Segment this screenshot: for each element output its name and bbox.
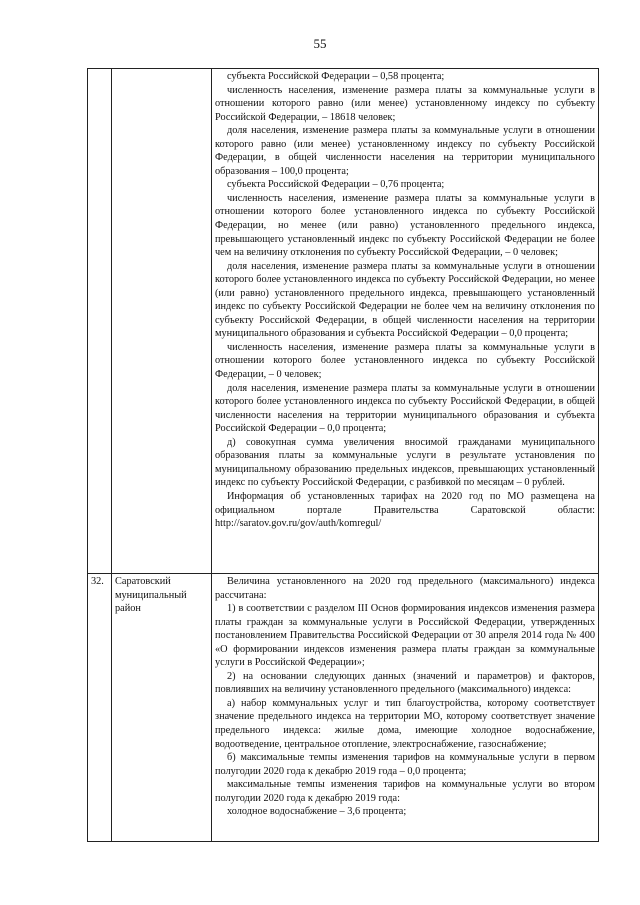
paragraph: доля населения, изменение размера платы за коммунальные услуги в отношении которого более установленного индекса по субъекту Российской Федерации, но менее (или равно) установленного предельного индекса, превышающего установленный индекс по субъекту Российской Федерации не более чем на величину отклонения по субъекту Российской Федерации, в общей численности населения на территории муниципального образования и субъекта Российской Федерации – 0,0 процента; (215, 260, 595, 340)
description-cell (212, 574, 599, 842)
paragraph: 2) на основании следующих данных (значений и параметров) и факторов, повлиявших на величину установленного предельного (максимального) индекса: (215, 670, 595, 696)
page-number: 55 (313, 36, 327, 51)
paragraph: численность населения, изменение размера платы за коммунальные услуги в отношении которого равно (или менее) установленному индексу по субъекту Российской Федерации, – 18618 человек; (215, 84, 595, 123)
paragraph: численность населения, изменение размера платы за коммунальные услуги в отношении которого более установленного индекса по субъекту Российской Федерации, – 0 человек; (215, 341, 595, 381)
paragraph: максимальные темпы изменения тарифов на коммунальные услуги во втором полугодии 2020 года к декабрю 2019 года: (215, 779, 595, 804)
district-name-cell (112, 69, 212, 574)
paragraph: доля населения, изменение размера платы за коммунальные услуги в отношении которого более установленного индекса по субъекту Российской Федерации, в общей численности населения на территории муниципального образования и субъекта Российской Федерации – 0,0 процента; (215, 382, 595, 435)
paragraph: Информация об установленных тарифах на 2020 год по МО размещена на официальном портале Правительства Саратовской области: http://saratov.gov.ru/gov/auth/komregul/ (215, 490, 595, 530)
description-cell (212, 69, 599, 574)
paragraph: холодное водоснабжение – 3,6 процента; (227, 806, 407, 818)
district-name-cell (112, 574, 212, 842)
report-table (87, 68, 599, 842)
paragraph: а) набор коммунальных услуг и тип благоустройства, которому соответствует значение предельного индекса на территории МО, которому соответствует значение предельного индекса: жилые дома, имеющие холодное водоснабжение, водоотведение, центральное отопление, электроснабжение, газоснабжение; (215, 697, 595, 750)
table-row (88, 69, 599, 574)
paragraph: субъекта Российской Федерации – 0,76 процента; (227, 179, 445, 191)
paragraph: Величина установленного на 2020 год предельного (максимального) индекса рассчитана: (215, 576, 595, 601)
paragraph: субъекта Российской Федерации – 0,58 процента; (227, 71, 445, 82)
table-row (88, 574, 599, 842)
paragraph: численность населения, изменение размера платы за коммунальные услуги в отношении которого более установленного индекса по субъекту Российской Федерации, но менее (или равно) установленного предельного индекса, превышающего установленный индекс по субъекту Российской Федерации не более чем на величину отклонения по субъекту Российской Федерации, – 0 человек; (215, 192, 595, 259)
paragraph: б) максимальные темпы изменения тарифов на коммунальные услуги в первом полугодии 2020 года к декабрю 2019 года – 0,0 процента; (215, 752, 595, 777)
district-name: Саратовский муниципальный район (115, 576, 187, 615)
row-number-cell (88, 69, 112, 574)
paragraph: 1) в соответствии с разделом III Основ формирования индексов изменения размера платы граждан за коммунальные услуги в Российской Федерации, утвержденных постановлением Правительства Российской Федерации от 30 апреля 2014 года № 400 «О формировании индексов изменения размера платы граждан за коммунальные услуги в Российской Федерации»; (215, 603, 595, 669)
paragraph: д) совокупная сумма увеличения вносимой гражданами муниципального образования платы за коммунальные услуги в результате установления по муниципальному образованию предельных индексов, превышающих установленный индекс по субъекту Российской Федерации, с разбивкой по месяцам – 0 рублей. (215, 436, 595, 489)
row-number-cell: 32. (88, 574, 112, 842)
paragraph: доля населения, изменение размера платы за коммунальные услуги в отношении которого равно (или менее) установленному индексу по субъекту Российской Федерации, в общей численности населения на территории муниципального образования – 100,0 процента; (215, 125, 595, 177)
